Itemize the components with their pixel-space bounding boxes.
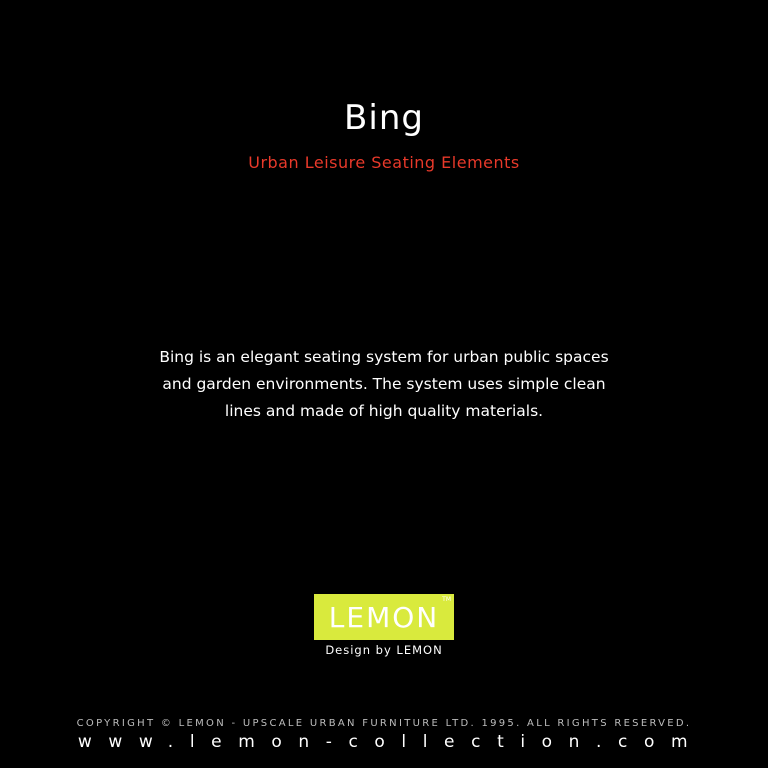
lemon-logo [314,594,454,640]
website-link[interactable]: www.lemon-collection.com [77,732,705,752]
description-line: Bing is an elegant seating system for urban public spaces [159,348,609,366]
logo-caption: Design by LEMON [325,643,443,657]
trademark-mark: TM [442,596,451,603]
copyright-notice: COPYRIGHT © LEMON - UPSCALE URBAN FURNITURE LTD. 1995. ALL RIGHTS RESERVED. [76,718,692,729]
product-description [84,344,684,425]
logo-wordmark: LEMON [328,600,440,634]
page-subtitle: Urban Leisure Seating Elements [248,153,520,172]
description-line: lines and made of high quality materials. [224,402,544,420]
page-title: Bing [344,98,424,138]
description-line: and garden environments. The system uses simple clean [162,375,606,393]
